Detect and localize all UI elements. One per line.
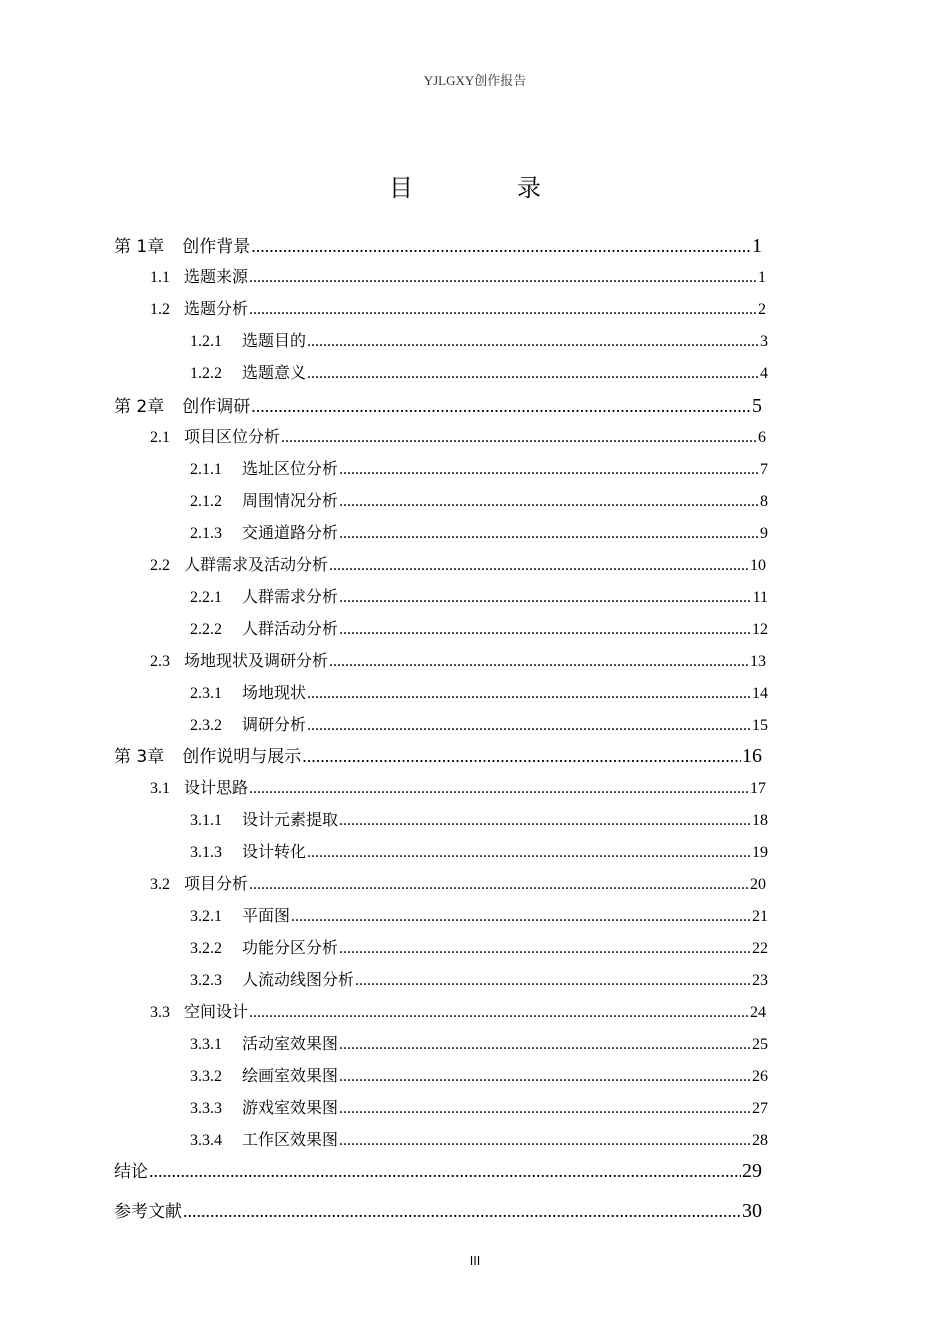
- toc-leader-dots: [307, 685, 751, 703]
- toc-leader-dots: [249, 876, 749, 894]
- toc-leader-dots: [281, 429, 757, 447]
- toc-entry-page: 14: [752, 685, 768, 702]
- toc-entry-page: 1: [752, 235, 762, 257]
- toc-entry[interactable]: [190, 616, 768, 639]
- toc-entry-page: 30: [742, 1200, 762, 1222]
- toc-entry-title: 交通道路分析: [242, 525, 339, 542]
- toc-entry[interactable]: [190, 456, 768, 479]
- toc-entry-page: 3: [760, 333, 768, 350]
- toc-leader-dots: [339, 1100, 751, 1118]
- toc-leader-dots: [249, 1004, 749, 1022]
- toc-entry[interactable]: [150, 999, 766, 1022]
- toc-entry-page: 18: [752, 812, 768, 829]
- toc-entry-title: 平面图: [242, 908, 291, 925]
- toc-entry-number: 2.2: [150, 557, 170, 574]
- toc-entry[interactable]: [150, 648, 766, 671]
- toc-leader-dots: [307, 717, 751, 735]
- toc-entry-page: 26: [752, 1068, 768, 1085]
- toc-entry-number: 2.2.1: [190, 589, 222, 606]
- toc-entry-page: 6: [758, 429, 766, 446]
- toc-leader-dots: [249, 780, 749, 798]
- toc-leader-dots: [249, 301, 757, 319]
- toc-entry-number: 3.3.1: [190, 1036, 222, 1053]
- toc-entry-title: 设计思路: [184, 780, 249, 797]
- toc-entry[interactable]: [190, 712, 768, 735]
- toc-entry[interactable]: [190, 903, 768, 926]
- toc-entry-page: 5: [752, 395, 762, 417]
- toc-chapter-entry[interactable]: [114, 232, 762, 258]
- toc-leader-dots: [329, 557, 749, 575]
- toc-leader-dots: [307, 844, 751, 862]
- page-title: 目 录: [389, 176, 581, 202]
- toc-entry-page: 19: [752, 844, 768, 861]
- toc-entry[interactable]: [150, 775, 766, 798]
- toc-entry[interactable]: [190, 680, 768, 703]
- toc-entry[interactable]: [190, 488, 768, 511]
- toc-leader-dots: [302, 746, 741, 767]
- toc-entry-number: 2.3.1: [190, 685, 222, 702]
- toc-entry-page: 17: [750, 780, 766, 797]
- toc-leader-dots: [339, 940, 751, 958]
- toc-entry-number: 3.3: [150, 1004, 170, 1021]
- toc-entry-page: 21: [752, 908, 768, 925]
- toc-leader-dots: [249, 269, 757, 287]
- toc-entry-title: 人群活动分析: [242, 621, 339, 638]
- toc-entry-number: 第 3章: [114, 747, 165, 767]
- toc-entry-number: 第 1章: [114, 237, 165, 257]
- toc-leader-dots: [149, 1161, 741, 1182]
- toc-entry-number: 3.3.2: [190, 1068, 222, 1085]
- toc-entry-title: 结论: [114, 1162, 148, 1182]
- toc-entry-page: 28: [752, 1132, 768, 1149]
- page-header: YJLGXY创作报告: [423, 73, 527, 88]
- toc-entry[interactable]: [190, 360, 768, 383]
- toc-entry-number: 第 2章: [114, 397, 165, 417]
- toc-entry[interactable]: [150, 552, 766, 575]
- toc-entry-page: 23: [752, 972, 768, 989]
- toc-entry-title: 场地现状: [242, 685, 307, 702]
- toc-leader-dots: [339, 525, 759, 543]
- toc-leader-dots: [339, 1068, 751, 1086]
- toc-entry[interactable]: [190, 967, 768, 990]
- toc-entry-number: 1.2.2: [190, 365, 222, 382]
- toc-entry-page: 27: [752, 1100, 768, 1117]
- toc-entry-number: 1.2.1: [190, 333, 222, 350]
- toc-entry-number: 2.3.2: [190, 717, 222, 734]
- toc-leader-dots: [339, 589, 752, 607]
- toc-leader-dots: [307, 365, 759, 383]
- toc-entry-title: 选题分析: [184, 301, 249, 318]
- toc-entry-title: 项目区位分析: [184, 429, 281, 446]
- toc-entry-title: 功能分区分析: [242, 940, 339, 957]
- toc-leader-dots: [291, 908, 751, 926]
- toc-entry-title: 游戏室效果图: [242, 1100, 339, 1117]
- toc-entry[interactable]: [190, 1063, 768, 1086]
- toc-entry-number: 2.1.3: [190, 525, 222, 542]
- toc-entry-number: 3.3.4: [190, 1132, 222, 1149]
- toc-entry-number: 3.1.1: [190, 812, 222, 829]
- toc-entry-title: 选题意义: [242, 365, 307, 382]
- toc-entry-page: 16: [742, 745, 762, 767]
- toc-chapter-entry[interactable]: [114, 1157, 762, 1183]
- toc-entry-title: 创作说明与展示: [182, 747, 302, 767]
- toc-leader-dots: [329, 653, 749, 671]
- toc-leader-dots: [339, 461, 759, 479]
- toc-entry-title: 工作区效果图: [242, 1132, 339, 1149]
- toc-entry-number: 2.1.1: [190, 461, 222, 478]
- toc-entry-number: 3.2.2: [190, 940, 222, 957]
- toc-entry-title: 人群需求及活动分析: [184, 557, 329, 574]
- toc-entry-title: 人群需求分析: [242, 589, 339, 606]
- toc-leader-dots: [339, 621, 751, 639]
- toc-entry-title: 周围情况分析: [242, 493, 339, 510]
- toc-entry-page: 8: [760, 493, 768, 510]
- toc-leader-dots: [339, 1036, 751, 1054]
- toc-entry[interactable]: [190, 520, 768, 543]
- toc-entry-number: 2.2.2: [190, 621, 222, 638]
- toc-entry[interactable]: [190, 1127, 768, 1150]
- toc-entry-title: 人流动线图分析: [242, 972, 355, 989]
- toc-entry-title: 项目分析: [184, 876, 249, 893]
- toc-entry-title: 创作背景: [182, 237, 251, 257]
- toc-chapter-entry[interactable]: [114, 1197, 762, 1223]
- toc-entry-page: 25: [752, 1036, 768, 1053]
- toc-entry-title: 场地现状及调研分析: [184, 653, 329, 670]
- toc-entry[interactable]: [150, 296, 766, 319]
- toc-entry-number: 3.2.3: [190, 972, 222, 989]
- toc-entry-page: 4: [760, 365, 768, 382]
- toc-entry[interactable]: [190, 839, 768, 862]
- toc-entry-title: 创作调研: [182, 397, 251, 417]
- toc-entry-title: 空间设计: [184, 1004, 249, 1021]
- toc-leader-dots: [339, 812, 751, 830]
- toc-entry-number: 1.2: [150, 301, 170, 318]
- toc-entry-page: 13: [750, 653, 766, 670]
- toc-entry-number: 2.3: [150, 653, 170, 670]
- toc-entry-page: 20: [750, 876, 766, 893]
- toc-entry[interactable]: [150, 264, 766, 287]
- toc-entry[interactable]: [150, 424, 766, 447]
- toc-entry-title: 绘画室效果图: [242, 1068, 339, 1085]
- toc-entry-title: 设计转化: [242, 844, 307, 861]
- toc-entry[interactable]: [150, 871, 766, 894]
- toc-entry-title: 活动室效果图: [242, 1036, 339, 1053]
- toc-leader-dots: [307, 333, 759, 351]
- toc-entry-page: 2: [758, 301, 766, 318]
- toc-leader-dots: [339, 1132, 751, 1150]
- toc-entry[interactable]: [190, 1095, 768, 1118]
- toc-entry-title: 选题目的: [242, 333, 307, 350]
- toc-entry[interactable]: [190, 807, 768, 830]
- page-number: III: [469, 1254, 481, 1268]
- toc-entry-page: 7: [760, 461, 768, 478]
- toc-chapter-entry[interactable]: [114, 392, 762, 418]
- toc-leader-dots: [355, 972, 751, 990]
- toc-entry-page: 24: [750, 1004, 766, 1021]
- toc-leader-dots: [339, 493, 759, 511]
- toc-entry[interactable]: [190, 935, 768, 958]
- toc-entry-title: 选址区位分析: [242, 461, 339, 478]
- toc-entry-number: 2.1.2: [190, 493, 222, 510]
- toc-entry-title: 选题来源: [184, 269, 249, 286]
- toc-entry-number: 2.1: [150, 429, 170, 446]
- toc-entry[interactable]: [190, 584, 768, 607]
- toc-entry-number: 1.1: [150, 269, 170, 286]
- toc-entry-title: 调研分析: [242, 717, 307, 734]
- toc-entry-page: 11: [752, 589, 768, 606]
- toc-entry-page: 29: [742, 1160, 762, 1182]
- toc-entry[interactable]: [190, 1031, 768, 1054]
- toc-entry-title: 参考文献: [114, 1202, 182, 1222]
- toc-entry-number: 3.2.1: [190, 908, 222, 925]
- toc-leader-dots: [251, 236, 751, 257]
- toc-entry-title: 设计元素提取: [242, 812, 339, 829]
- toc-entry-page: 9: [760, 525, 768, 542]
- toc-leader-dots: [183, 1201, 741, 1222]
- toc-entry-number: 3.2: [150, 876, 170, 893]
- toc-entry[interactable]: [190, 328, 768, 351]
- toc-entry-number: 3.1.3: [190, 844, 222, 861]
- toc-entry-number: 3.1: [150, 780, 170, 797]
- toc-entry-page: 12: [752, 621, 768, 638]
- toc-entry-page: 1: [758, 269, 766, 286]
- toc-entry-page: 10: [750, 557, 766, 574]
- toc-entry-number: 3.3.3: [190, 1100, 222, 1117]
- toc-entry-page: 22: [752, 940, 768, 957]
- toc-entry-page: 15: [752, 717, 768, 734]
- toc-chapter-entry[interactable]: [114, 742, 762, 768]
- toc-leader-dots: [251, 396, 751, 417]
